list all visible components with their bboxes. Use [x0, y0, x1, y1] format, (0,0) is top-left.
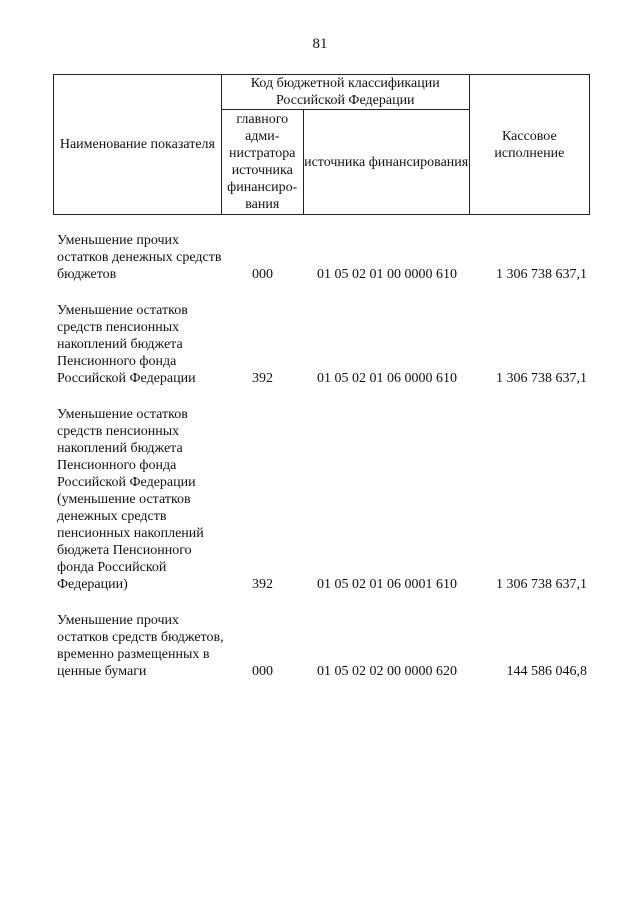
table-body — [0, 232, 640, 699]
row-admin-code: 392 — [252, 577, 273, 592]
row-name: Уменьшение остатков средств пенсионных накоплений бюджета Пенсионного фонда Российской Федерации (уменьшение остатков денежных средств пенсионных накоплений бюджета Пенсионного фонда Российской Федерации) — [57, 407, 204, 592]
row-name: Уменьшение прочих остатков денежных средств бюджетов — [57, 233, 222, 282]
row-name: Уменьшение прочих остатков средств бюджетов, временно размещенных в ценные бумаги — [57, 613, 224, 679]
row-admin-code: 000 — [252, 267, 273, 282]
row-admin-code: 392 — [252, 371, 273, 386]
row-amount: 1 306 738 637,1 — [496, 267, 587, 282]
row-source-code: 01 05 02 01 06 0000 610 — [317, 371, 457, 386]
row-source-code: 01 05 02 01 00 0000 610 — [317, 267, 457, 282]
table-header — [53, 74, 590, 215]
header-amount-column: Кассовое исполнение — [469, 75, 589, 215]
row-source-code: 01 05 02 01 06 0001 610 — [317, 577, 457, 592]
table-row — [0, 612, 640, 680]
header-name-column: Наименование показателя — [54, 75, 222, 215]
table-row — [0, 302, 640, 387]
row-name: Уменьшение остатков средств пенсионных накоплений бюджета Пенсионного фонда Российской Федерации — [57, 303, 196, 386]
row-source-code: 01 05 02 02 00 0000 620 — [317, 664, 457, 679]
header-code-group: Код бюджетной классификации Российской Федерации — [221, 75, 469, 110]
page-number: 81 — [312, 36, 328, 52]
row-amount: 1 306 738 637,1 — [496, 577, 587, 592]
table-row — [0, 406, 640, 593]
table-row — [0, 232, 640, 283]
row-amount: 1 306 738 637,1 — [496, 371, 587, 386]
header-admin-column: главного адми-нистратора источника финансиро-вания — [221, 110, 303, 215]
row-amount: 144 586 046,8 — [506, 664, 587, 679]
row-admin-code: 000 — [252, 664, 273, 679]
header-source-column: источника финансирования — [303, 110, 469, 215]
